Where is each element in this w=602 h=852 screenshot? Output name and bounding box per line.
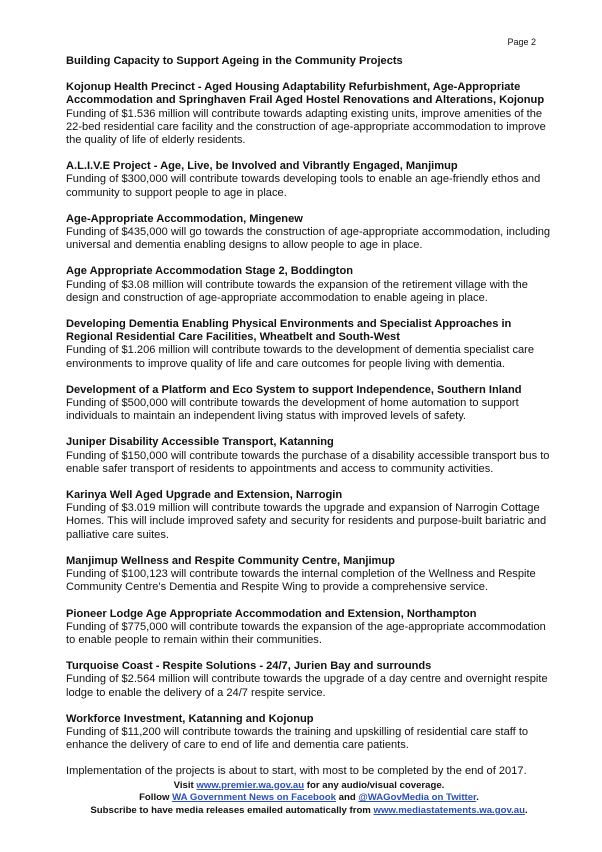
project-heading: Developing Dementia Enabling Physical Environments and Specialist Approaches in Regional Residential Care Facilities, Wheatbelt and South-West (66, 318, 512, 344)
footer-text: Visit (173, 779, 197, 791)
media-footer (66, 780, 556, 818)
project-heading: Manjimup Wellness and Respite Community Centre, Manjimup (66, 554, 395, 567)
project-description: Funding of $3.019 million will contribute towards the upgrade and expansion of Narrogin Cottage Homes. This will include improved safety and security for residents and purpose-built bariatric and palliative care suites. (66, 502, 547, 541)
project-heading: Pioneer Lodge Age Appropriate Accommodation and Extension, Northampton (66, 607, 477, 620)
project-description: Funding of $300,000 will contribute towards developing tools to enable an age-friendly ethos and community to support people to age in place. (66, 173, 541, 199)
footer-text: Follow (139, 792, 173, 804)
project-entry (66, 436, 556, 476)
project-heading: Age-Appropriate Accommodation, Mingenew (66, 212, 303, 225)
project-description: Funding of $775,000 will contribute towards the expansion of the age-appropriate accommodation to enable people to remain within their communities. (66, 620, 546, 646)
project-entry (66, 160, 556, 200)
closing-statement: Implementation of the projects is about to start, with most to be completed by the end of 2017. (66, 765, 527, 778)
twitter-link[interactable]: @WAGovMedia on Twitter (358, 792, 477, 804)
project-entry (66, 660, 556, 700)
project-list (66, 81, 556, 752)
footer-text: . (524, 805, 528, 817)
media-statements-link[interactable]: www.mediastatements.wa.gov.au (373, 805, 525, 817)
project-heading: A.L.I.V.E Project - Age, Live, be Involved and Vibrantly Engaged, Manjimup (66, 160, 458, 173)
project-description: Funding of $150,000 will contribute towards the purchase of a disability accessible transport bus to enable safer transport of residents to appointments and access to community activities. (66, 449, 550, 475)
project-entry (66, 713, 556, 753)
project-entry (66, 489, 556, 542)
project-entry (66, 608, 556, 648)
project-description: Funding of $11,200 will contribute towards the training and upskilling of residential care staff to enhance the delivery of care to end of life and dementia care patients. (66, 725, 529, 752)
project-entry (66, 555, 556, 595)
project-heading: Age Appropriate Accommodation Stage 2, Boddington (66, 265, 354, 278)
page-number: Page 2 (507, 37, 536, 47)
footer-line-visit (66, 780, 552, 793)
project-heading: Workforce Investment, Katanning and Kojonup (66, 712, 314, 725)
document-title: Building Capacity to Support Ageing in the Community Projects (66, 55, 403, 67)
project-entry (66, 318, 556, 371)
project-description: Funding of $2.564 million will contribute towards the upgrade of a day centre and overnight respite lodge to enable the delivery of a 24/7 respite service. (66, 673, 548, 699)
footer-text: for any audio/visual coverage. (304, 779, 445, 791)
project-heading: Karinya Well Aged Upgrade and Extension, Narrogin (66, 489, 343, 502)
project-description: Funding of $500,000 will contribute towards the development of home automation to support individuals to maintain an independent living status with improved levels of safety. (66, 397, 519, 423)
project-entry (66, 384, 556, 424)
footer-text: and (335, 792, 359, 804)
project-entry (66, 81, 556, 147)
facebook-link[interactable]: WA Government News on Facebook (172, 792, 336, 804)
footer-line-subscribe (66, 805, 552, 818)
premier-website-link[interactable]: www.premier.wa.gov.au (196, 779, 305, 791)
footer-text: . (476, 792, 479, 804)
project-heading: Juniper Disability Accessible Transport, Katanning (66, 436, 334, 449)
footer-text: Subscribe to have media releases emailed automatically from (90, 805, 374, 817)
footer-line-follow (66, 792, 552, 805)
project-description: Funding of $435,000 will go towards the construction of age-appropriate accommodation, including universal and dementia enabling designs to allow people to age in place. (66, 226, 551, 252)
project-heading: Development of a Platform and Eco System to support Independence, Southern Inland (66, 383, 522, 396)
project-description: Funding of $3.08 million will contribute towards the expansion of the retirement village with the design and construction of age-appropriate accommodation to enable ageing in place. (66, 278, 528, 304)
project-heading: Turquoise Coast - Respite Solutions - 24/7, Jurien Bay and surrounds (66, 660, 432, 673)
project-entry (66, 265, 556, 305)
project-entry (66, 213, 556, 253)
project-heading: Kojonup Health Precinct - Aged Housing Adaptability Refurbishment, Age-Appropriate Accommodation and Springhaven Frail Aged Hostel Renovations and Alterations, Kojonup (66, 81, 545, 107)
project-description: Funding of $1.536 million will contribute towards adapting existing units, improve amenities of the 22-bed residential care facility and the construction of age-appropriate accommodation to improve the quality of life of elderly residents. (66, 107, 546, 147)
project-description: Funding of $1.206 million will contribute towards to the development of dementia specialist care environments to improve quality of life and care outcomes for people living with dementia. (66, 344, 535, 370)
project-description: Funding of $100,123 will contribute towards the internal completion of the Wellness and Respite Community Centre's Dementia and Respite Wing to provide a comprehensive service. (66, 568, 536, 594)
